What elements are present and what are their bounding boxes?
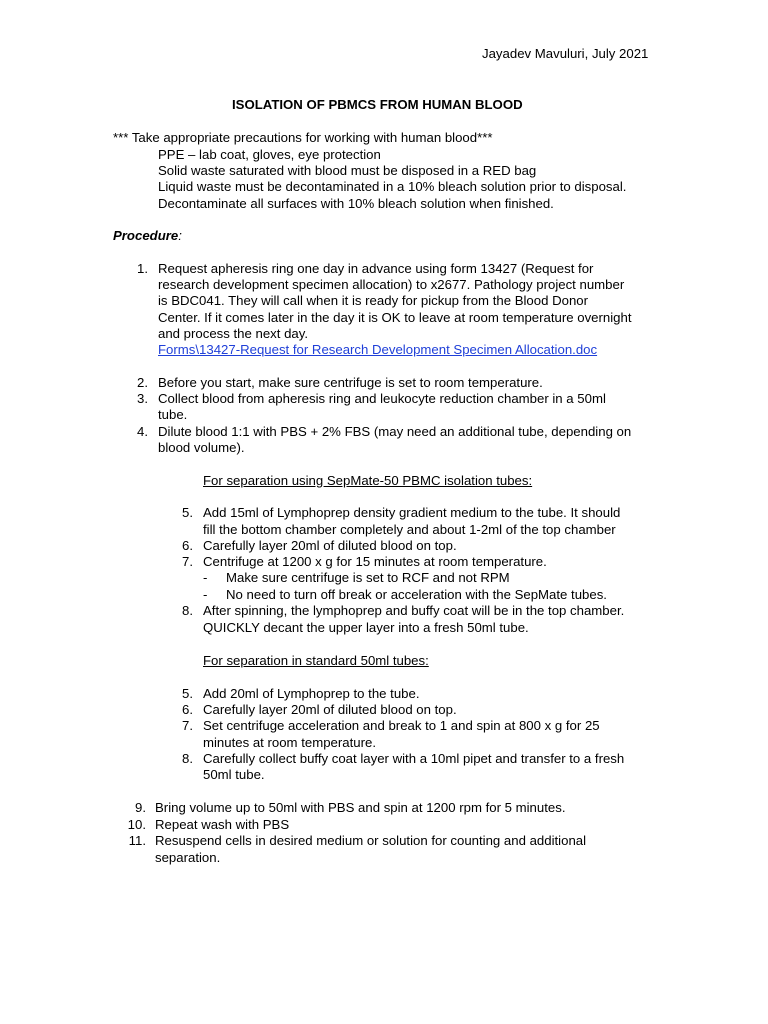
step-text: After spinning, the lymphoprep and buffy coat will be in the top chamber.	[203, 603, 625, 618]
safety-line: Decontaminate all surfaces with 10% bleach solution when finished.	[158, 196, 554, 211]
step-text: 50ml tube.	[203, 767, 265, 782]
step-number: 1.	[137, 261, 148, 276]
bullet-text: No need to turn off break or acceleration with the SepMate tubes.	[226, 587, 607, 602]
safety-line: Solid waste saturated with blood must be disposed in a RED bag	[158, 163, 537, 178]
step-number: 3.	[137, 391, 148, 406]
step-text: Carefully layer 20ml of diluted blood on top.	[203, 538, 457, 553]
step-text: Resuspend cells in desired medium or solution for counting and additional	[155, 833, 587, 848]
step-number: 4.	[137, 424, 148, 439]
page-title: ISOLATION OF PBMCS FROM HUMAN BLOOD	[232, 97, 523, 112]
step-number: 6.	[182, 538, 193, 553]
step-text: Carefully collect buffy coat layer with a 10ml pipet and transfer to a fresh	[203, 751, 625, 766]
step-text: and process the next day.	[158, 326, 309, 341]
step-number: 11.	[128, 833, 146, 848]
step-number: 8.	[182, 751, 193, 766]
step-number: 7.	[182, 554, 193, 569]
step-number: 2.	[137, 375, 148, 390]
step-text: QUICKLY decant the upper layer into a fresh 50ml tube.	[203, 620, 529, 635]
standard-heading: For separation in standard 50ml tubes:	[203, 653, 429, 668]
step-number: 8.	[182, 603, 193, 618]
step-text: Set centrifuge acceleration and break to 1 and spin at 800 x g for 25	[203, 718, 600, 733]
safety-line: Liquid waste must be decontaminated in a 10% bleach solution prior to disposal.	[158, 179, 627, 194]
step-text: separation.	[155, 850, 221, 865]
step-text: minutes at room temperature.	[203, 735, 376, 750]
form-link[interactable]: Forms\13427-Request for Research Development Specimen Allocation.doc	[158, 342, 598, 357]
step-text: Bring volume up to 50ml with PBS and spin at 1200 rpm for 5 minutes.	[155, 800, 566, 815]
step-text: tube.	[158, 407, 188, 422]
safety-line: PPE – lab coat, gloves, eye protection	[158, 147, 381, 162]
safety-heading: *** Take appropriate precautions for working with human blood***	[113, 130, 493, 145]
step-number: 5.	[182, 686, 193, 701]
step-text: Repeat wash with PBS	[155, 817, 290, 832]
step-text: blood volume).	[158, 440, 245, 455]
step-text: Request apheresis ring one day in advance using form 13427 (Request for	[158, 261, 594, 276]
step-number: 9.	[135, 800, 146, 815]
step-text: Before you start, make sure centrifuge is set to room temperature.	[158, 375, 543, 390]
step-number: 6.	[182, 702, 193, 717]
step-text: research development specimen allocation) to x2677. Pathology project number	[158, 277, 625, 292]
step-text: is BDC041. They will call when it is ready for pickup from the Blood Donor	[158, 293, 589, 308]
step-text: Carefully layer 20ml of diluted blood on top.	[203, 702, 457, 717]
step-text: Add 20ml of Lymphoprep to the tube.	[203, 686, 420, 701]
step-text: fill the bottom chamber completely and about 1-2ml of the top chamber	[203, 522, 616, 537]
bullet-dash: -	[203, 587, 208, 602]
procedure-label: Procedure	[113, 228, 179, 243]
step-text: Dilute blood 1:1 with PBS + 2% FBS (may need an additional tube, depending on	[158, 424, 632, 439]
step-number: 10.	[127, 817, 146, 832]
author-date: Jayadev Mavuluri, July 2021	[482, 46, 649, 61]
step-number: 7.	[182, 718, 193, 733]
step-number: 5.	[182, 505, 193, 520]
bullet-dash: -	[203, 570, 208, 585]
step-text: Center. If it comes later in the day it is OK to leave at room temperature overnight	[158, 310, 632, 325]
procedure-colon: :	[178, 228, 182, 243]
step-text: Centrifuge at 1200 x g for 15 minutes at room temperature.	[203, 554, 547, 569]
step-text: Collect blood from apheresis ring and leukocyte reduction chamber in a 50ml	[158, 391, 606, 406]
sepmate-heading: For separation using SepMate-50 PBMC isolation tubes:	[203, 473, 533, 488]
step-text: Add 15ml of Lymphoprep density gradient medium to the tube. It should	[203, 505, 621, 520]
bullet-text: Make sure centrifuge is set to RCF and not RPM	[226, 570, 510, 585]
procedure-heading	[113, 228, 182, 244]
